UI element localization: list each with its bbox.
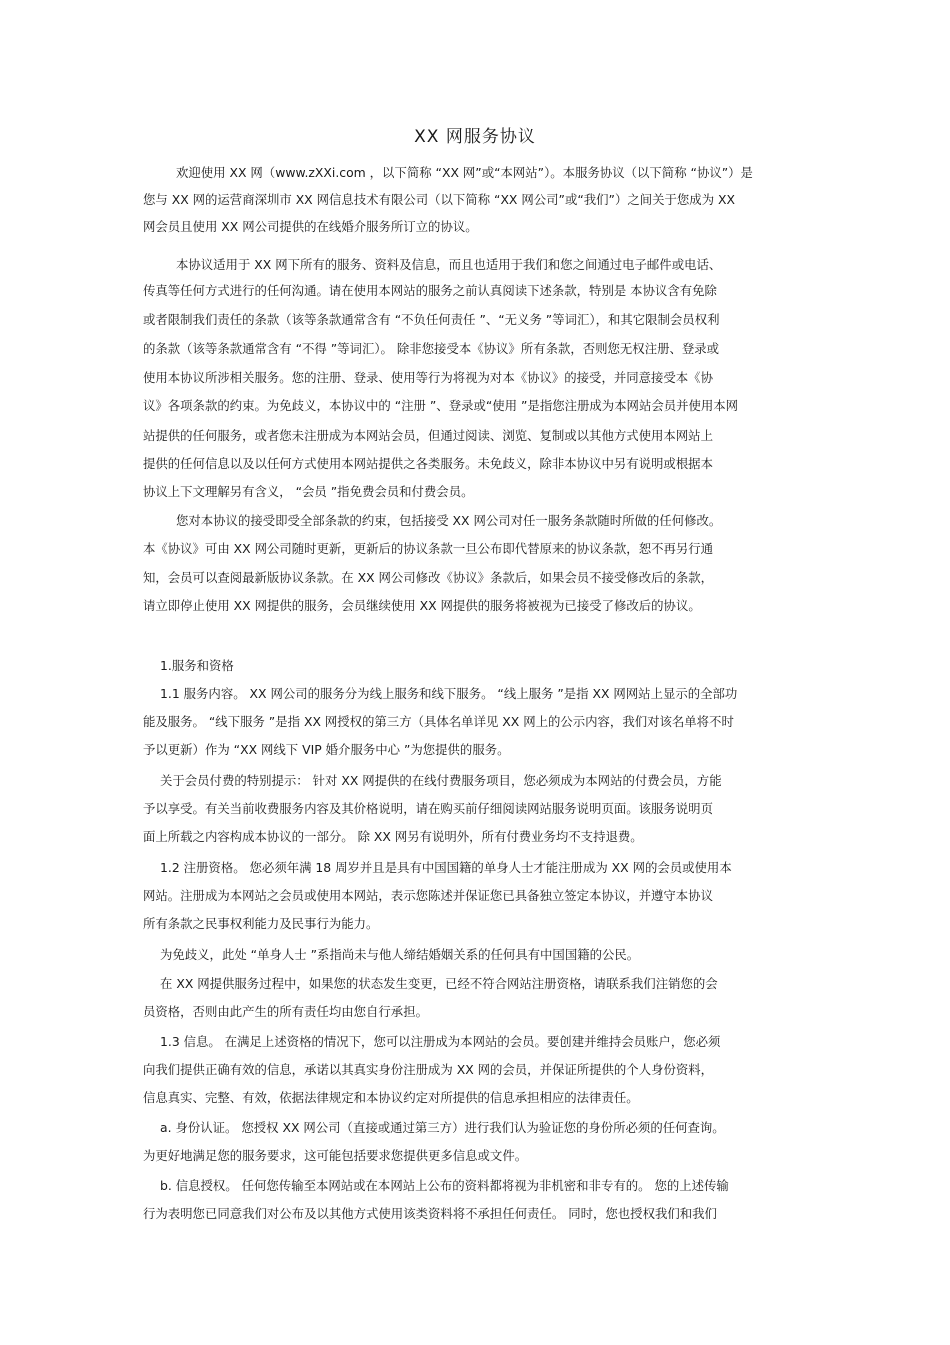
text-line: 1.3 信息。 在满足上述资格的情况下，您可以注册成为本网站的会员。要创建并维持会员账户，您必须 [160, 1034, 721, 1049]
text-line: 在 XX 网提供服务过程中，如果您的状态发生变更，已经不符合网站注册资格，请联系我们注销您的会 [160, 976, 718, 991]
text-line: a. 身份认证。 您授权 XX 网公司（直接或通过第三方）进行我们认为验证您的身份所必须的任何查询。 [160, 1120, 725, 1135]
text-line: 传真等任何方式进行的任何沟通。请在使用本网站的服务之前认真阅读下述条款，特别是 本协议含有免除 [143, 283, 717, 298]
text-line: b. 信息授权。 任何您传输至本网站或在本网站上公布的资料都将视为非机密和非专有的。 您的上述传输 [160, 1178, 729, 1193]
text-line: 本协议适用于 XX 网下所有的服务、资料及信息，而且也适用于我们和您之间通过电子邮件或电话、 [176, 257, 722, 272]
text-line: 信息真实、完整、有效，依据法律规定和本协议约定对所提供的信息承担相应的法律责任。 [143, 1090, 639, 1105]
text-line: 向我们提供正确有效的信息，承诺以其真实身份注册成为 XX 网的会员，并保证所提供的个人身份资料， [143, 1062, 714, 1077]
text-line: 予以更新）作为 “XX 网线下 VIP 婚介服务中心 ”为您提供的服务。 [143, 742, 510, 757]
page-title: XX 网服务协议 [414, 127, 536, 147]
text-line: 协议上下文理解另有含义， “会员 ”指免费会员和付费会员。 [143, 484, 474, 499]
text-line: 提供的任何信息以及以任何方式使用本网站提供之各类服务。未免歧义，除非本协议中另有说明或根据本 [143, 456, 713, 471]
text-line: 本《协议》可由 XX 网公司随时更新，更新后的协议条款一旦公布即代替原来的协议条款，恕不再另行通 [143, 541, 714, 556]
text-line: 员资格，否则由此产生的所有责任均由您自行承担。 [143, 1004, 428, 1019]
text-line: 予以享受。有关当前收费服务内容及其价格说明，请在购买前仔细阅读网站服务说明页面。该服务说明页 [143, 801, 713, 816]
text-line: 站提供的任何服务，或者您未注册成为本网站会员，但通过阅读、浏览、复制或以其他方式使用本网站上 [143, 428, 713, 443]
text-line: 知，会员可以查阅最新版协议条款。在 XX 网公司修改《协议》条款后，如果会员不接受修改后的条款， [143, 570, 714, 585]
section-heading: 1.服务和资格 [160, 658, 234, 673]
text-line: 网会员且使用 XX 网公司提供的在线婚介服务所订立的协议。 [143, 219, 478, 234]
text-line: 您对本协议的接受即受全部条款的约束，包括接受 XX 网公司对任一服务条款随时所做的任何修改。 [176, 513, 722, 528]
text-line: 议》各项条款的约束。为免歧义，本协议中的 “注册 ”、登录或“使用 ”是指您注册成为本网站会员并使用本网 [143, 398, 739, 413]
text-line: 1.1 服务内容。 XX 网公司的服务分为线上服务和线下服务。 “线上服务 ”是指 XX 网网站上显示的全部功 [160, 686, 738, 701]
text-line: 1.2 注册资格。 您必须年满 18 周岁并且是具有中国国籍的单身人士才能注册成为 XX 网的会员或使用本 [160, 860, 732, 875]
text-line: 能及服务。 “线下服务 ”是指 XX 网授权的第三方（具体名单详见 XX 网上的公示内容，我们对该名单将不时 [143, 714, 734, 729]
text-line: 所有条款之民事权利能力及民事行为能力。 [143, 916, 379, 931]
text-line: 关于会员付费的特别提示： 针对 XX 网提供的在线付费服务项目，您必须成为本网站的付费会员，方能 [160, 773, 722, 788]
text-line: 使用本协议所涉相关服务。您的注册、登录、使用等行为将视为对本《协议》的接受，并同意接受本《协 [143, 370, 713, 385]
text-line: 或者限制我们责任的条款（该等条款通常含有 “不负任何责任 ”、“无义务 ”等词汇），和其它限制会员权利 [143, 312, 720, 327]
text-line: 欢迎使用 XX 网（www.zXXi.com ，以下简称 “XX 网”或“本网站”）。本服务协议（以下简称 “协议”）是 [176, 165, 753, 180]
text-line: 行为表明您已同意我们对公布及以其他方式使用该类资料将不承担任何责任。 同时，您也授权我们和我们 [143, 1206, 717, 1221]
text-line: 为免歧义，此处 “单身人士 ”系指尚未与他人缔结婚姻关系的任何具有中国国籍的公民。 [160, 947, 640, 962]
text-line: 网站。注册成为本网站之会员或使用本网站，表示您陈述并保证您已具备独立签定本协议，并遵守本协议 [143, 888, 713, 903]
text-line: 为更好地满足您的服务要求，这可能包括要求您提供更多信息或文件。 [143, 1148, 528, 1163]
text-line: 请立即停止使用 XX 网提供的服务，会员继续使用 XX 网提供的服务将被视为已接受了修改后的协议。 [143, 598, 701, 613]
text-line: 您与 XX 网的运营商深圳市 XX 网信息技术有限公司（以下简称 “XX 网公司”或“我们”）之间关于您成为 XX [143, 192, 735, 207]
text-line: 的条款（该等条款通常含有 “不得 ”等词汇）。 除非您接受本《协议》所有条款，否则您无权注册、登录或 [143, 341, 720, 356]
text-line: 面上所载之内容构成本协议的一部分。 除 XX 网另有说明外，所有付费业务均不支持退费。 [143, 829, 643, 844]
